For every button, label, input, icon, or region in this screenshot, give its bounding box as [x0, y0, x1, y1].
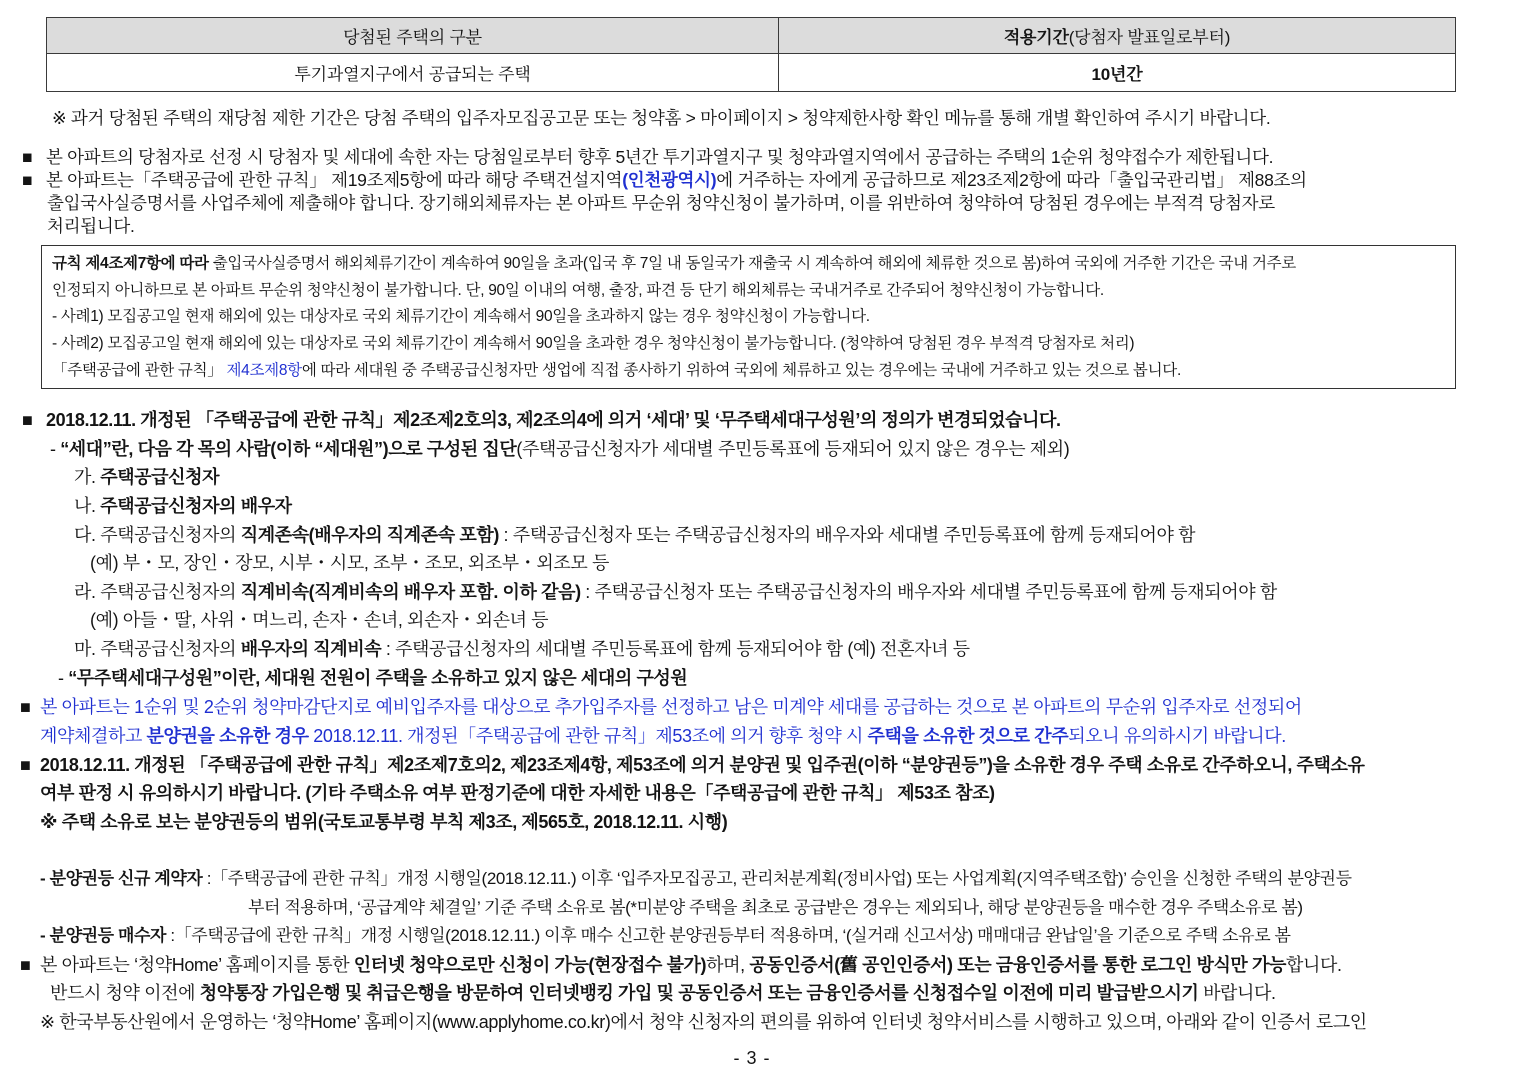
household-item: [74, 523, 1506, 547]
column-label-note: (당첨자 발표일로부터): [1068, 28, 1231, 47]
cell-text: 투기과열지구에서 공급되는 주택: [294, 65, 531, 84]
first-rank-limit-notice: [22, 145, 1506, 169]
rule-label: - 분양권등 신규 계약자: [40, 869, 203, 888]
text-run: 계약체결하고: [40, 726, 147, 746]
item-label: 가.: [74, 467, 101, 487]
reapply-restriction-table: [46, 17, 1456, 92]
item-label: 나.: [74, 496, 101, 516]
heading-text: 2018.12.11. 개정된 「주택공급에 관한 규칙」제2조제2호의3, 제2조의4에 의거 ‘세대’ 및 ‘무주택세대구성원’의 정의가 변경되었습니다.: [46, 410, 1061, 430]
text-run: (주택공급신청자가 세대별 주민등록표에 등재되어 있지 않은 경우는 제외): [516, 439, 1070, 459]
household-item: [74, 465, 1506, 489]
text-run: 공동인증서(舊 공인인증서) 또는 금융인증서를 통한 로그인 방식만 가능: [749, 955, 1287, 975]
text-run: 청약통장 가입은행 및 취급은행을 방문하여 인터넷뱅킹 가입 및 공동인증서 또는 금융인증서를 신청접수일 이전에 미리 발급받으시기: [199, 983, 1199, 1003]
reapply-note: ※ 과거 당첨된 주택의 재당첨 제한 기간은 당첨 주택의 입주자모집공고문 또는 청약홈 > 마이페이지 > 청약제한사항 확인 메뉴를 통해 개별 확인하여 주시기 바랍니다.: [52, 108, 1271, 128]
online-application-note: ※ 한국부동산원에서 운영하는 ‘청약Home’ 홈페이지(www.applyhome.co.kr)에서 청약 신청자의 편의를 위하여 인터넷 청약서비스를 시행하고 있으며, 아래와 같이 인증서 로그인: [40, 1012, 1367, 1032]
table-header-period: [779, 18, 1456, 54]
table-header-row: [47, 18, 1456, 54]
text-run: “세대”란, 다음 각 목의 사람(이하 “세대원”)으로 구성된 집단: [60, 439, 517, 459]
item-label: 라. 주택공급신청자의: [74, 582, 241, 602]
text-run: 바랍니다.: [1198, 983, 1276, 1003]
new-contractor-rule-continuation: 부터 적용하며, ‘공급계약 체결일’ 기준 주택 소유로 봄(*미분양 주택을 최초로 공급받은 경우는 제외되나, 해당 분양권등을 매수한 경우 주택소유로 봄): [248, 898, 1303, 917]
bullet-marker: ■: [22, 410, 33, 430]
text-run: :「주택공급에 관한 규칙」개정 시행일(2018.12.11.) 이후 ‘입주자모집공고, 관리처분계획(정비사업) 또는 사업계획(지역주택조합)’ 승인을 신청한 주택의 분양권등: [202, 869, 1352, 888]
text-run: 2018.12.11. 개정된 「주택공급에 관한 규칙」제2조제7호의2, 제23조제4항, 제53조에 의거 분양권 및 입주권(이하 “분양권등”)을 소유한 경우 주택 소유로 간주하오니, 주택소유: [40, 755, 1365, 775]
residency-rule-line: [22, 168, 1506, 192]
rule-label: - 분양권등 매수자: [40, 926, 167, 945]
region-highlight: (인천광역시): [622, 170, 717, 190]
buyer-rule: [40, 924, 1506, 948]
household-item: [74, 580, 1506, 604]
household-example: (예) 부・모, 장인・장모, 시부・시모, 조부・조모, 외조부・외조모 등: [90, 553, 609, 573]
cell-text: 10년간: [1091, 65, 1143, 84]
text-run: 반드시 청약 이전에: [50, 983, 200, 1003]
text-run: 합니다.: [1286, 955, 1342, 975]
item-label: 다. 주택공급신청자의: [74, 525, 241, 545]
box-line-case-1: - 사례1) 모집공고일 현재 해외에 있는 대상자로 국외 체류기간이 계속해서 90일을 초과하지 않는 경우 청약신청이 가능합니다.: [52, 308, 870, 325]
homeless-member-definition: [58, 666, 1506, 690]
text-run: 출입국사실증명서 해외체류기간이 계속하여 90일을 초과(입국 후 7일 내 동일국가 재출국 시 계속하여 해외에 체류한 것으로 봄)하여 국외에 거주한 기간은 국내 거주로: [208, 255, 1296, 272]
online-application-line: [20, 953, 1506, 977]
rule-reference: 규칙 제4조제7항에 따라: [52, 255, 209, 272]
item-label: 마. 주택공급신청자의: [74, 639, 241, 659]
text-run: 주택공급신청자의 배우자: [100, 496, 292, 516]
new-contractor-rule: [40, 867, 1506, 891]
text-run: 2018.12.11. 개정된「주택공급에 관한 규칙」제53조에 의거 향후 청약 시: [308, 726, 868, 746]
box-line: [52, 254, 1447, 274]
online-application-line: [50, 981, 1506, 1005]
unranked-winner-notice-line: [20, 695, 1506, 719]
text-run: 주택공급신청자: [100, 467, 220, 487]
text-run: 직계비속(직계비속의 배우자 포함. 이하 같음): [240, 582, 581, 602]
text-run: 하며,: [706, 955, 750, 975]
text-run: 인터넷 청약으로만 신청이 가능(현장접수 불가): [353, 955, 707, 975]
text-run: 본 아파트는 ‘청약Home’ 홈페이지를 통한: [40, 955, 354, 975]
text-run: : 주택공급신청자 또는 주택공급신청자의 배우자와 세대별 주민등록표에 함께 등재되어야 함: [498, 525, 1196, 545]
presale-rights-scope-note: ※ 주택 소유로 보는 분양권등의 범위(국토교통부령 부칙 제3조, 제565호, 2018.12.11. 시행): [40, 812, 728, 832]
text-run: 에 따라 세대원 중 주택공급신청자만 생업에 직접 종사하기 위하여 국외에 체류하고 있는 경우에는 국내에 거주하고 있는 것으로 봅니다.: [301, 362, 1181, 379]
page-number: - 3 -: [733, 1048, 771, 1068]
text-run: 「주택공급에 관한 규칙」: [52, 362, 227, 379]
text-run: 본 아파트는「주택공급에 관한 규칙」 제19조제5항에 따라 해당 주택건설지역: [46, 170, 623, 190]
household-example: (예) 아들・딸, 사위・며느리, 손자・손녀, 외손자・외손녀 등: [90, 610, 549, 630]
column-label: 당첨된 주택의 구분: [343, 28, 482, 47]
column-label: 적용기간: [1003, 28, 1069, 47]
box-line: 인정되지 아니하므로 본 아파트 무순위 청약신청이 불가합니다. 단, 90일 이내의 여행, 출장, 파견 등 단기 해외체류는 국내거주로 간주되어 청약신청이 가능합니다.: [52, 282, 1104, 299]
overseas-stay-rule-box: [41, 245, 1456, 389]
bullet-marker: ■: [20, 697, 31, 717]
dash: -: [58, 668, 69, 688]
presale-rights-notice-line: [20, 753, 1506, 777]
table-cell-housing-type: [47, 54, 779, 92]
text-run: : 주택공급신청자 또는 주택공급신청자의 배우자와 세대별 주민등록표에 함께 등재되어야 함: [580, 582, 1277, 602]
table-header-housing-type: [47, 18, 779, 54]
text-run: 되오니 유의하시기 바랍니다.: [1068, 726, 1286, 746]
household-item: [74, 637, 1506, 661]
text-run: 직계존속(배우자의 직계존속 포함): [240, 525, 499, 545]
table-cell-period: [779, 54, 1456, 92]
text-run: 본 아파트는 1순위 및 2순위 청약마감단지로 예비입주자를 대상으로 추가입주자를 선정하고 남은 미계약 세대를 공급하는 것으로 본 아파트의 무순위 입주자로 선정되어: [40, 697, 1302, 717]
bullet-marker: ■: [20, 755, 31, 775]
household-definition-heading: [22, 408, 1506, 432]
table-row: [47, 54, 1456, 92]
residency-rule-line: 출입국사실증명서를 사업주체에 제출해야 합니다. 장기해외체류자는 본 아파트 무순위 청약신청이 불가하며, 이를 위반하여 청약하여 당첨된 경우에는 부적격 당첨자로: [47, 193, 1275, 213]
presale-rights-notice-line: 여부 판정 시 유의하시기 바랍니다. (기타 주택소유 여부 판정기준에 대한 자세한 내용은「주택공급에 관한 규칙」 제53조 참조): [40, 783, 995, 803]
bullet-marker: ■: [22, 147, 33, 167]
bullet-marker: ■: [20, 955, 31, 975]
text-run: 에 거주하는 자에게 공급하므로 제23조제2항에 따라「출입국관리법」 제88조의: [716, 170, 1307, 190]
text-run: 주택을 소유한 것으로 간주: [867, 726, 1069, 746]
household-item: [74, 494, 1506, 518]
unranked-winner-notice-line: [40, 724, 1506, 748]
rule-reference-link: 제4조제8항: [226, 362, 302, 379]
box-line: [52, 361, 1447, 381]
household-definition: [50, 437, 1506, 461]
box-line-case-2: - 사례2) 모집공고일 현재 해외에 있는 대상자로 국외 체류기간이 계속해서 90일을 초과한 경우 청약신청이 불가능합니다. (청약하여 당첨된 경우 부적격 당첨자로 처리): [52, 335, 1135, 352]
text-run: :「주택공급에 관한 규칙」개정 시행일(2018.12.11.) 이후 매수 신고한 분양권등부터 적용하며, ‘(실거래 신고서상) 매매대금 완납일’을 기준으로 주택 소유로 봄: [166, 926, 1291, 945]
text-run: 배우자의 직계비속: [240, 639, 382, 659]
text-run: “무주택세대구성원”이란, 세대원 전원이 주택을 소유하고 있지 않은 세대의 구성원: [68, 668, 688, 688]
bullet-marker: ■: [22, 170, 33, 190]
dash: -: [50, 439, 61, 459]
residency-rule-line: 처리됩니다.: [47, 216, 135, 236]
notice-text: 본 아파트의 당첨자로 선정 시 당첨자 및 세대에 속한 자는 당첨일로부터 향후 5년간 투기과열지구 및 청약과열지역에서 공급하는 주택의 1순위 청약접수가 제한됩니다.: [46, 147, 1274, 167]
text-run: : 주택공급신청자의 세대별 주민등록표에 함께 등재되어야 함 (예) 전혼자녀 등: [381, 639, 970, 659]
text-run: 분양권을 소유한 경우: [146, 726, 309, 746]
